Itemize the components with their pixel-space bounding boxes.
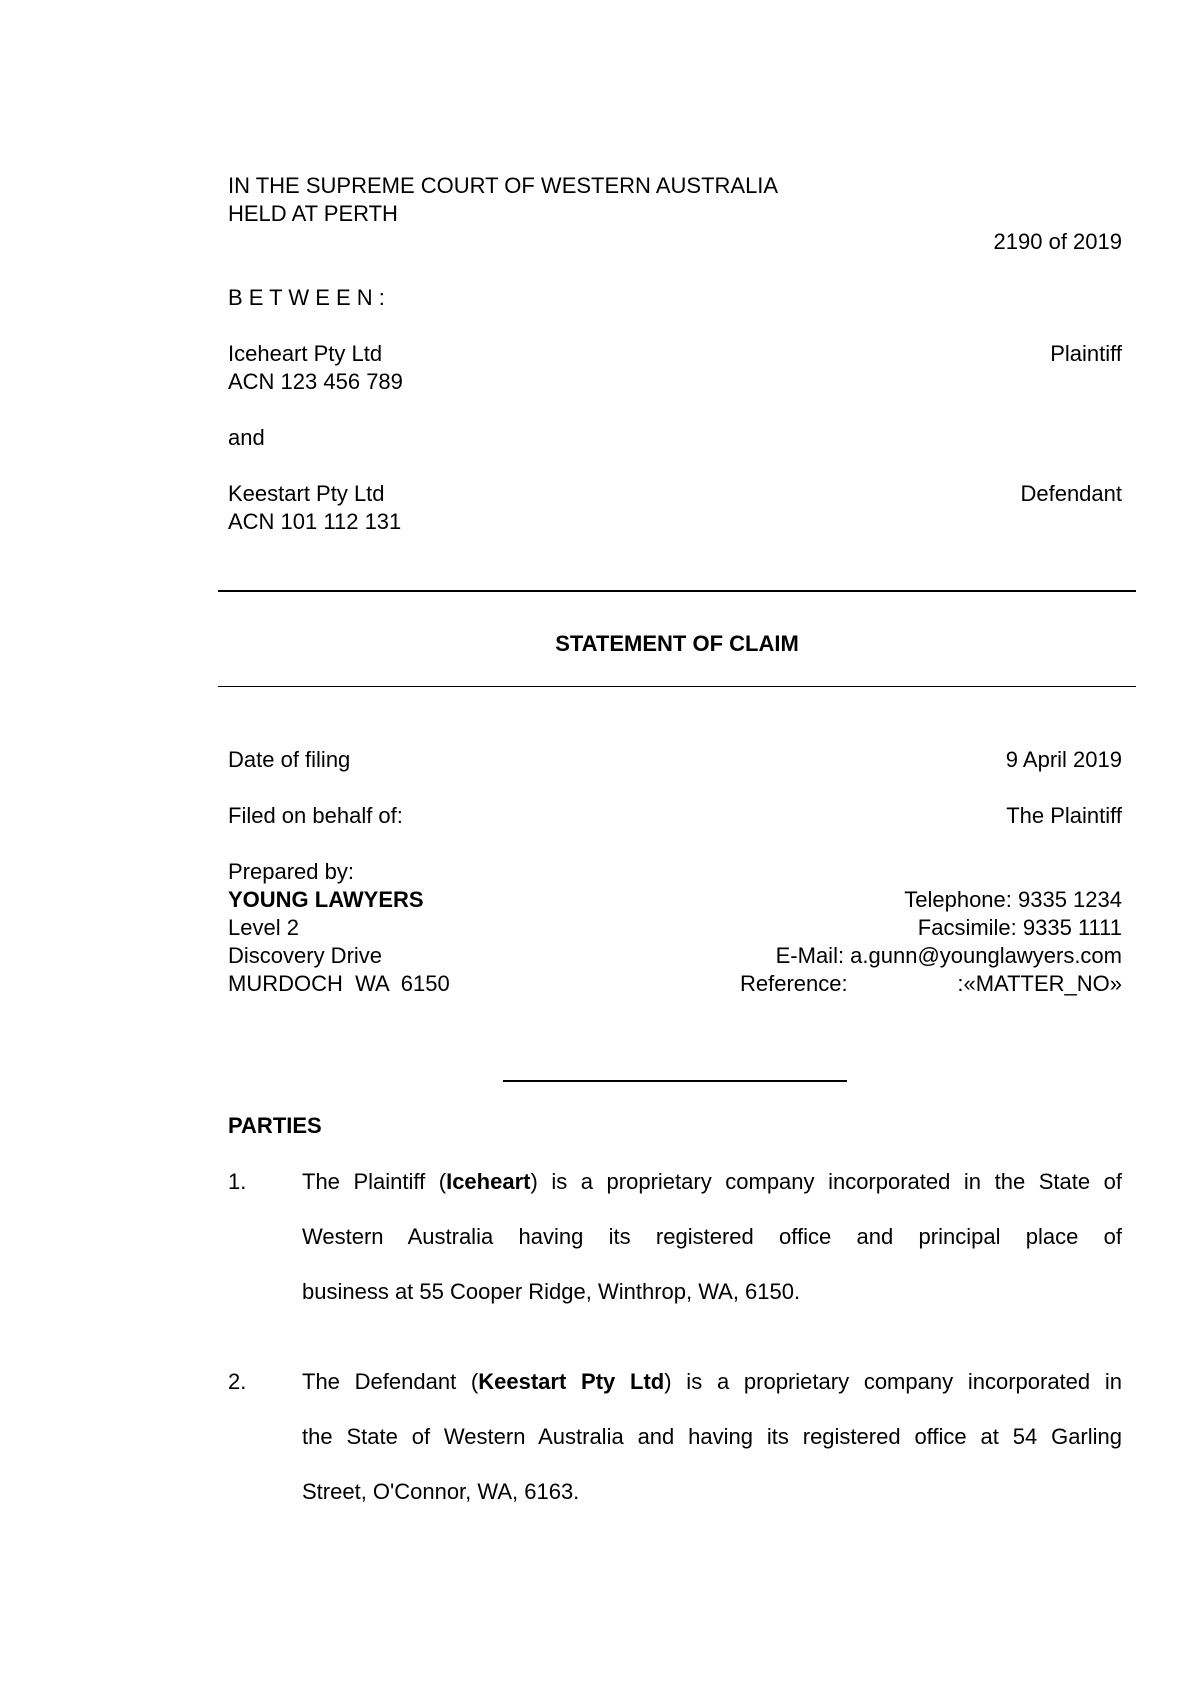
parties-conjunction: and [228, 425, 265, 450]
firm-name: YOUNG LAWYERS [228, 887, 424, 912]
filed-on-behalf-value: The Plaintiff [1006, 803, 1122, 828]
address-line-3: MURDOCH WA 6150 [228, 971, 450, 996]
paragraph-text [302, 1154, 1122, 1319]
defined-term: Keestart Pty Ltd [478, 1369, 665, 1394]
address-line-1: Level 2 [228, 915, 299, 940]
telephone: Telephone: 9335 1234 [904, 887, 1122, 912]
filing-date-label: Date of filing [228, 747, 351, 772]
court-location: HELD AT PERTH [228, 201, 398, 226]
paragraph-line: The Defendant (Keestart Pty Ltd) is a proprietary company incorporated in [302, 1369, 1122, 1394]
paragraph-line: The Plaintiff (Iceheart) is a proprietary company incorporated in the State of [302, 1169, 1122, 1194]
plaintiff-name: Iceheart Pty Ltd [228, 341, 383, 366]
paragraph-line: business at 55 Cooper Ridge, Winthrop, WA, 6150. [302, 1279, 801, 1304]
filing-date-value: 9 April 2019 [1005, 747, 1122, 772]
defendant-name: Keestart Pty Ltd [228, 481, 385, 506]
address-line-2: Discovery Drive [228, 943, 383, 968]
title-bottom-rule [218, 686, 1136, 687]
defendant-acn: ACN 101 112 131 [228, 509, 402, 534]
facsimile: Facsimile: 9335 1111 [917, 915, 1122, 940]
section-separator-rule [503, 1080, 847, 1082]
between-label: B E T W E E N : [228, 285, 385, 310]
defendant-role: Defendant [1020, 481, 1122, 506]
reference-label: Reference: [740, 971, 848, 996]
paragraph-number: 1. [228, 1169, 247, 1194]
title-top-rule [218, 590, 1136, 592]
plaintiff-acn: ACN 123 456 789 [228, 369, 403, 394]
court-name: IN THE SUPREME COURT OF WESTERN AUSTRALIA [228, 173, 779, 198]
paragraph-line: Western Australia having its registered office and principal place of [302, 1224, 1122, 1249]
section-heading: PARTIES [228, 1113, 322, 1138]
paragraph-line: Street, O'Connor, WA, 6163. [302, 1479, 580, 1504]
paragraph-text [302, 1354, 1122, 1519]
document-title: STATEMENT OF CLAIM [555, 631, 799, 656]
email: E-Mail: a.gunn@younglawyers.com [775, 943, 1122, 968]
case-number: 2190 of 2019 [993, 229, 1122, 254]
plaintiff-role: Plaintiff [1050, 341, 1122, 366]
defined-term: Iceheart [446, 1169, 531, 1194]
prepared-by-label: Prepared by: [228, 859, 354, 884]
reference-value: :«MATTER_NO» [957, 971, 1122, 996]
paragraph-line: the State of Western Australia and having its registered office at 54 Garling [302, 1424, 1122, 1449]
filed-on-behalf-label: Filed on behalf of: [228, 803, 403, 828]
paragraph-number: 2. [228, 1369, 247, 1394]
